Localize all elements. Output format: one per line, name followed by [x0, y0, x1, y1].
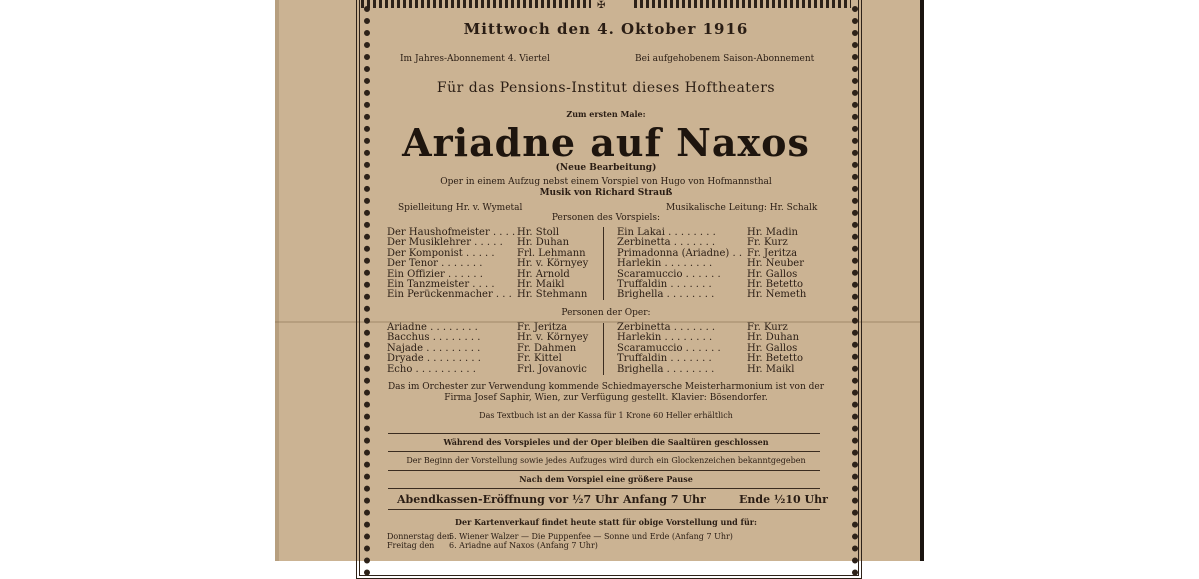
- subscription-left: Im Jahres-Abonnement 4. Viertel: [400, 54, 550, 64]
- cast-role: Brighella . . . . . . . .: [617, 289, 715, 301]
- cast-role: Der Komponist . . . . .: [387, 247, 495, 259]
- cast-actor: Hr. Duhan: [517, 237, 570, 249]
- cast-actor: Hr. Duhan: [747, 332, 800, 344]
- cast-actor: Hr. Neuber: [747, 258, 804, 270]
- box-office-time: Abendkassen-Eröffnung vor ½7 Uhr: [397, 493, 619, 506]
- credit-line-2: Musik von Richard Strauß: [539, 188, 673, 198]
- cast-actor: Hr. Betetto: [747, 353, 804, 365]
- upcoming-schedule: [387, 532, 827, 556]
- cast-role: Scaramuccio . . . . . .: [617, 268, 721, 280]
- prelude-heading: Personen des Vorspiels:: [551, 213, 661, 223]
- prelude-cast-right: [617, 227, 829, 301]
- credit-line-1: Oper in einem Aufzug nebst einem Vorspiel von Hugo von Hofmannsthal: [440, 177, 772, 187]
- harmonium-note-1: Das im Orchester zur Verwendung kommende Schiedmayersche Meisterharmonium ist von der: [387, 382, 825, 392]
- cast-role: Ariadne . . . . . . . .: [387, 322, 478, 333]
- upcoming-day: Donnerstag den: [387, 532, 452, 541]
- first-time-note: Zum ersten Male:: [566, 109, 646, 119]
- paper-edge: [275, 0, 279, 561]
- cast-actor: Fr. Dahmen: [517, 342, 577, 354]
- cast-actor: Hr. Stehmann: [517, 289, 588, 301]
- cast-actor: Frl. Lehmann: [517, 247, 586, 259]
- cast-actor: Hr. Arnold: [517, 268, 570, 280]
- textbook-note: Das Textbuch ist an der Kassa für 1 Krone 60 Heller erhältlich: [479, 411, 733, 420]
- cast-role: Der Musiklehrer . . . . .: [387, 237, 503, 249]
- cast-role: Zerbinetta . . . . . . .: [617, 322, 716, 333]
- cast-role: Primadonna (Ariadne) . .: [617, 247, 743, 259]
- subscription-right: Bei aufgehobenem Saison-Abonnement: [635, 54, 815, 64]
- cast-actor: Fr. Jeritza: [747, 247, 798, 259]
- rule: [388, 470, 820, 471]
- rule: [388, 433, 820, 434]
- rule: [388, 509, 820, 510]
- upcoming-day: Freitag den: [387, 541, 435, 550]
- occasion-line: Für das Pensions-Institut dieses Hoftheaters: [436, 80, 776, 96]
- opera-subtitle: (Neue Bearbeitung): [555, 163, 657, 173]
- cast-role: Der Tenor . . . . . . .: [387, 258, 483, 270]
- cast-divider: [603, 323, 604, 375]
- cast-role: Echo . . . . . . . . . .: [387, 363, 476, 375]
- cast-actor: Hr. Madin: [747, 227, 799, 238]
- cast-role: Brighella . . . . . . . .: [617, 363, 715, 375]
- cast-role: Zerbinetta . . . . . . .: [617, 237, 716, 249]
- cast-actor: Fr. Kittel: [517, 353, 562, 365]
- cast-role: Der Haushofmeister . . . .: [387, 227, 516, 238]
- stage-direction: Spielleitung Hr. v. Wymetal: [398, 203, 523, 213]
- cast-actor: Hr. Maikl: [517, 279, 565, 290]
- opera-cast-right: [617, 322, 829, 376]
- cast-actor: Fr. Kurz: [747, 322, 788, 333]
- cast-role: Ein Offizier . . . . . .: [387, 268, 483, 280]
- cast-actor: Hr. Gallos: [747, 342, 798, 354]
- opera-title: Ariadne auf Naxos: [402, 120, 810, 165]
- cast-role: Ein Perückenmacher . . .: [387, 289, 512, 301]
- doors-note: Während des Vorspieles und der Oper bleiben die Saaltüren geschlossen: [443, 437, 769, 447]
- cast-actor: Hr. Stoll: [517, 227, 560, 238]
- start-time: Anfang 7 Uhr: [623, 493, 706, 506]
- cast-actor: Hr. Maikl: [747, 363, 795, 375]
- cast-actor: Hr. Betetto: [747, 279, 804, 290]
- cast-actor: Hr. Gallos: [747, 268, 798, 280]
- end-time: Ende ½10 Uhr: [739, 493, 828, 506]
- cast-actor: Fr. Jeritza: [517, 322, 568, 333]
- opera-cast-left: [387, 322, 599, 376]
- cast-role: Scaramuccio . . . . . .: [617, 342, 721, 354]
- prelude-cast-left: [387, 227, 599, 301]
- cast-actor: Fr. Kurz: [747, 237, 788, 249]
- cast-role: Ein Lakai . . . . . . . .: [617, 227, 716, 238]
- performance-date: Mittwoch den 4. Oktober 1916: [463, 20, 749, 38]
- cast-role: Truffaldin . . . . . . .: [617, 353, 712, 365]
- cast-actor: Hr. Nemeth: [747, 289, 807, 301]
- cast-divider: [603, 227, 604, 300]
- cast-actor: Frl. Jovanovic: [517, 363, 587, 375]
- cast-role: Harlekin . . . . . . . .: [617, 258, 713, 270]
- cast-role: Dryade . . . . . . . . .: [387, 353, 481, 365]
- cast-actor: Hr. v. Környey: [517, 258, 589, 270]
- background-edge: [920, 0, 924, 561]
- cast-role: Bacchus . . . . . . . .: [387, 332, 481, 344]
- harmonium-note-2: Firma Josef Saphir, Wien, zur Verfügung gestellt. Klavier: Bösendorfer.: [444, 393, 768, 403]
- cast-role: Harlekin . . . . . . . .: [617, 332, 713, 344]
- cast-role: Najade . . . . . . . . .: [387, 342, 481, 354]
- rule: [388, 488, 820, 489]
- cast-actor: Hr. v. Környey: [517, 332, 589, 344]
- upcoming-entry: 5. Wiener Walzer — Die Puppenfee — Sonne und Erde (Anfang 7 Uhr): [449, 532, 733, 541]
- ornament-flourish-icon: ✠: [597, 0, 606, 11]
- musical-direction: Musikalische Leitung: Hr. Schalk: [666, 203, 818, 213]
- upcoming-entry: 6. Ariadne auf Naxos (Anfang 7 Uhr): [449, 541, 598, 550]
- cast-role: Ein Tanzmeister . . . .: [387, 279, 495, 290]
- advance-sale-note: Der Kartenverkauf findet heute statt für obige Vorstellung und für:: [455, 517, 757, 527]
- pause-note: Nach dem Vorspiel eine größere Pause: [519, 474, 693, 484]
- rule: [388, 451, 820, 452]
- cast-role: Truffaldin . . . . . . .: [617, 279, 712, 290]
- bell-note: Der Beginn der Vorstellung sowie jedes Aufzuges wird durch ein Glockenzeichen bekanntgegeben: [406, 456, 806, 465]
- opera-cast-heading: Personen der Oper:: [561, 308, 651, 318]
